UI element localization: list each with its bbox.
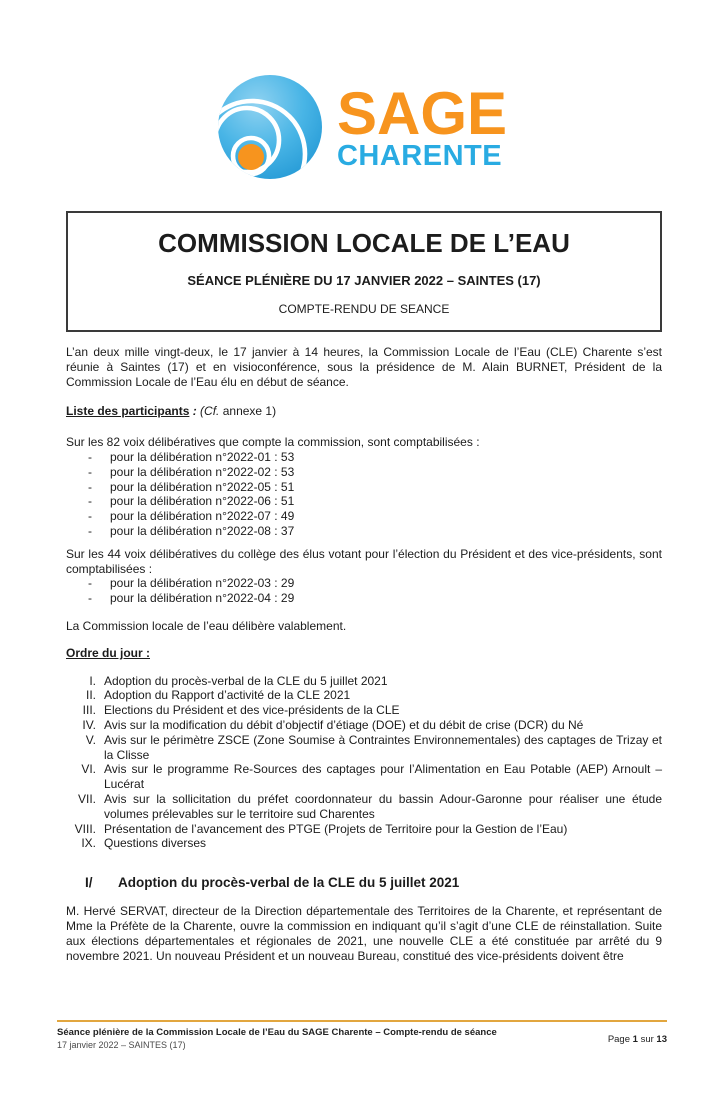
votes-44-block: [66, 547, 662, 606]
agenda-item: Adoption du Rapport d’activité de la CLE 2021: [104, 688, 351, 703]
agenda-item: Avis sur la modification du débit d’objectif d’étiage (DOE) et du débit de crise (DCR) du Né: [104, 717, 584, 732]
section-1-heading: [85, 875, 662, 891]
document-title: COMMISSION LOCALE DE L’EAU: [158, 228, 570, 258]
logo-wordmark: [336, 80, 508, 172]
votes-82-intro: Sur les 82 voix délibératives que compte la commission, sont comptabilisées :: [66, 435, 480, 450]
votes-82-block: [66, 435, 662, 539]
agenda-num: VIII.: [74, 821, 96, 836]
agenda-num: IX.: [81, 836, 96, 851]
agenda-num: II.: [85, 688, 96, 703]
dash-marker: -: [88, 494, 92, 509]
dash-marker: -: [88, 449, 92, 464]
vote-item: pour la délibération n°2022-03 : 29: [110, 576, 295, 591]
agenda-item: Présentation de l’avancement des PTGE (Projets de Territoire pour la Gestion de l’Eau): [104, 821, 568, 836]
footer-title: Séance plénière de la Commission Locale de l’Eau du SAGE Charente – Compte-rendu de séance: [57, 1027, 497, 1038]
list-item: [66, 509, 662, 524]
list-item: [66, 576, 662, 591]
agenda-num: III.: [82, 703, 96, 718]
list-item: [66, 591, 662, 606]
dash-marker: -: [88, 523, 92, 538]
vote-item: pour la délibération n°2022-06 : 51: [110, 494, 295, 509]
sage-charente-logo: [0, 74, 724, 185]
list-item: [66, 494, 662, 509]
document-type: COMPTE-RENDU DE SEANCE: [278, 302, 450, 316]
footer-text-block: [57, 1027, 497, 1051]
page-total: 13: [656, 1033, 667, 1045]
agenda-item: Elections du Président et des vice-présidents de la CLE: [104, 703, 400, 718]
participants-cf: (Cf.: [200, 404, 220, 419]
list-item: [66, 480, 662, 495]
dash-marker: -: [88, 576, 92, 591]
agenda-item: Adoption du procès-verbal de la CLE du 5 juillet 2021: [104, 673, 388, 688]
agenda-item: Avis sur le périmètre ZSCE (Zone Soumise à Contraintes Environnementales) des captages de Trizay et la Clisse: [104, 732, 662, 762]
session-subtitle: SÉANCE PLÉNIÈRE DU 17 JANVIER 2022 – SAINTES (17): [187, 273, 541, 288]
dash-marker: -: [88, 591, 92, 606]
list-item: [66, 450, 662, 465]
page-separator: sur: [637, 1033, 657, 1045]
section-1-paragraph: M. Hervé SERVAT, directeur de la Direction départementale des Territoires de la Charente, et représentant de Mme la Préfète de la Charente, ouvre la commission en indiquant qu’il s’agit d’une CLE de réinstallation. Suite aux élections départementales et régionales de 2021, une nouvelle CLE a été constituée par arrêté du 9 novembre 2021. Un nouveau Président et un nouveau Bureau, constitué des vice-présidents doivent être: [66, 904, 662, 963]
page-label: Page: [607, 1033, 633, 1045]
title-box: [66, 211, 662, 332]
agenda-item: Avis sur le programme Re-Sources des captages pour l’Alimentation en Eau Potable (AEP) Arnoult – Lucérat: [104, 762, 662, 792]
section-1-number: I/: [85, 875, 93, 891]
agenda-item: Questions diverses: [104, 836, 207, 851]
list-item: [66, 524, 662, 539]
agenda-num: I.: [89, 673, 96, 688]
vote-item: pour la délibération n°2022-08 : 37: [110, 523, 295, 538]
vote-item: pour la délibération n°2022-01 : 53: [110, 449, 295, 464]
dash-marker: -: [88, 479, 92, 494]
agenda-num: IV.: [82, 717, 96, 732]
section-1-title: Adoption du procès-verbal de la CLE du 5 juillet 2021: [118, 875, 460, 891]
agenda-num: VII.: [77, 791, 96, 806]
sage-globe-icon: [217, 74, 323, 185]
participants-colon: :: [189, 404, 201, 419]
agenda-list: [66, 674, 662, 852]
vote-item: pour la délibération n°2022-02 : 53: [110, 464, 295, 479]
intro-paragraph: L’an deux mille vingt-deux, le 17 janvier à 14 heures, la Commission Locale de l’Eau (CLE) Charente s’est réunie à Saintes (17) et en visioconférence, sous la présidence de M. Alain BURNET, Président de la Commission Locale de l’Eau élu en début de séance.: [66, 345, 662, 389]
agenda-num: V.: [85, 732, 96, 747]
vote-item: pour la délibération n°2022-05 : 51: [110, 479, 295, 494]
document-page: [0, 74, 724, 1098]
logo-word-charente: CHARENTE: [336, 139, 503, 172]
page-number: [608, 1034, 667, 1045]
dash-marker: -: [88, 509, 92, 524]
agenda-item: Avis sur la sollicitation du préfet coordonnateur du bassin Adour-Garonne pour réaliser une étude volumes prélevables sur le territoire sud Charentes: [104, 791, 662, 821]
votes-44-intro: Sur les 44 voix délibératives du collège des élus votant pour l’élection du Président et des vice-présidents, sont comptabilisées :: [66, 546, 662, 576]
participants-annex: annexe 1): [219, 404, 277, 419]
agenda-heading: Ordre du jour :: [66, 645, 150, 660]
participants-line: [66, 404, 662, 419]
footer-date-place: 17 janvier 2022 – SAINTES (17): [57, 1040, 186, 1050]
page-current: 1: [632, 1033, 638, 1045]
vote-item: pour la délibération n°2022-04 : 29: [110, 591, 295, 606]
document-body: [66, 345, 662, 963]
page-footer: [57, 1020, 667, 1051]
logo-word-sage: SAGE: [336, 80, 508, 148]
participants-label: Liste des participants: [66, 404, 190, 419]
agenda-num: VI.: [81, 762, 96, 777]
deliberation-note: La Commission locale de l’eau délibère valablement.: [66, 618, 347, 633]
vote-item: pour la délibération n°2022-07 : 49: [110, 509, 295, 524]
dash-marker: -: [88, 464, 92, 479]
list-item: [66, 465, 662, 480]
